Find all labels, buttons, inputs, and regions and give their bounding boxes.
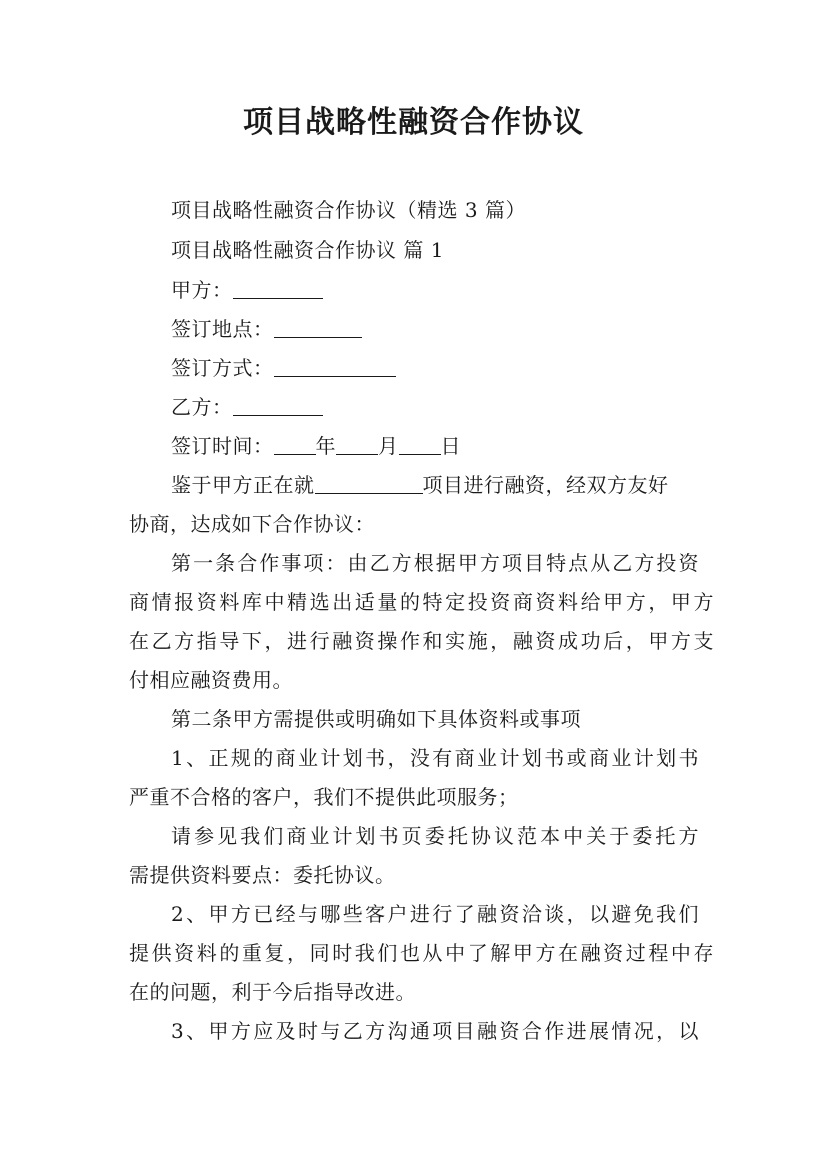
paragraph-line bbox=[171, 471, 699, 499]
signing-method-blank bbox=[274, 356, 396, 377]
year-blank bbox=[274, 434, 316, 455]
text-segment: 项目进行融资，经双方友好 bbox=[422, 473, 669, 497]
paragraph-line: 1、正规的商业计划书，没有商业计划书或商业计划书 bbox=[171, 746, 699, 770]
signing-place-field bbox=[171, 315, 756, 343]
signing-place-label: 签订地点： bbox=[171, 317, 274, 341]
month-label: 月 bbox=[378, 434, 399, 458]
paragraph-line: 需提供资料要点：委托协议。 bbox=[129, 863, 396, 887]
day-blank bbox=[399, 434, 441, 455]
chapter-heading: 项目战略性融资合作协议 篇 1 bbox=[171, 238, 444, 262]
document-title: 项目战略性融资合作协议 bbox=[243, 105, 584, 140]
paragraph-line: 商情报资料库中精选出适量的特定投资商资料给甲方，甲方 bbox=[129, 590, 714, 614]
document-subtitle: 项目战略性融资合作协议（精选 3 篇） bbox=[171, 198, 526, 222]
paragraph-line: 严重不合格的客户，我们不提供此项服务； bbox=[129, 785, 519, 809]
signing-place-blank bbox=[274, 317, 362, 338]
paragraph-line: 在的问题，利于今后指导改进。 bbox=[129, 980, 416, 1004]
project-name-blank bbox=[315, 473, 423, 494]
signing-method-label: 签订方式： bbox=[171, 356, 274, 380]
party-b-label: 乙方： bbox=[171, 395, 233, 419]
text-segment: 鉴于甲方正在就 bbox=[171, 473, 315, 497]
party-b-field bbox=[171, 393, 756, 421]
signing-method-field bbox=[171, 354, 756, 382]
party-a-blank bbox=[233, 278, 323, 299]
year-label: 年 bbox=[315, 434, 336, 458]
paragraph-line: 在乙方指导下，进行融资操作和实施，融资成功后，甲方支 bbox=[129, 629, 714, 653]
month-blank bbox=[336, 434, 378, 455]
paragraph-line: 付相应融资费用。 bbox=[129, 668, 293, 692]
paragraph-line: 第一条合作事项：由乙方根据甲方项目特点从乙方投资 bbox=[171, 551, 699, 575]
paragraph-line: 2、甲方已经与哪些客户进行了融资洽谈，以避免我们 bbox=[171, 902, 699, 926]
paragraph-line: 3、甲方应及时与乙方沟通项目融资合作进展情况，以 bbox=[171, 1019, 699, 1043]
paragraph-line: 提供资料的重复，同时我们也从中了解甲方在融资过程中存 bbox=[129, 941, 714, 965]
paragraph-line: 第二条甲方需提供或明确如下具体资料或事项 bbox=[171, 707, 581, 731]
paragraph-line: 协商，达成如下合作协议： bbox=[129, 512, 375, 536]
signing-time-label: 签订时间： bbox=[171, 434, 274, 458]
day-label: 日 bbox=[440, 434, 461, 458]
signing-time-field bbox=[171, 432, 756, 460]
party-a-field bbox=[171, 276, 756, 304]
paragraph-line: 请参见我们商业计划书页委托协议范本中关于委托方 bbox=[171, 824, 699, 848]
party-a-label: 甲方： bbox=[171, 278, 233, 302]
party-b-blank bbox=[233, 395, 323, 416]
